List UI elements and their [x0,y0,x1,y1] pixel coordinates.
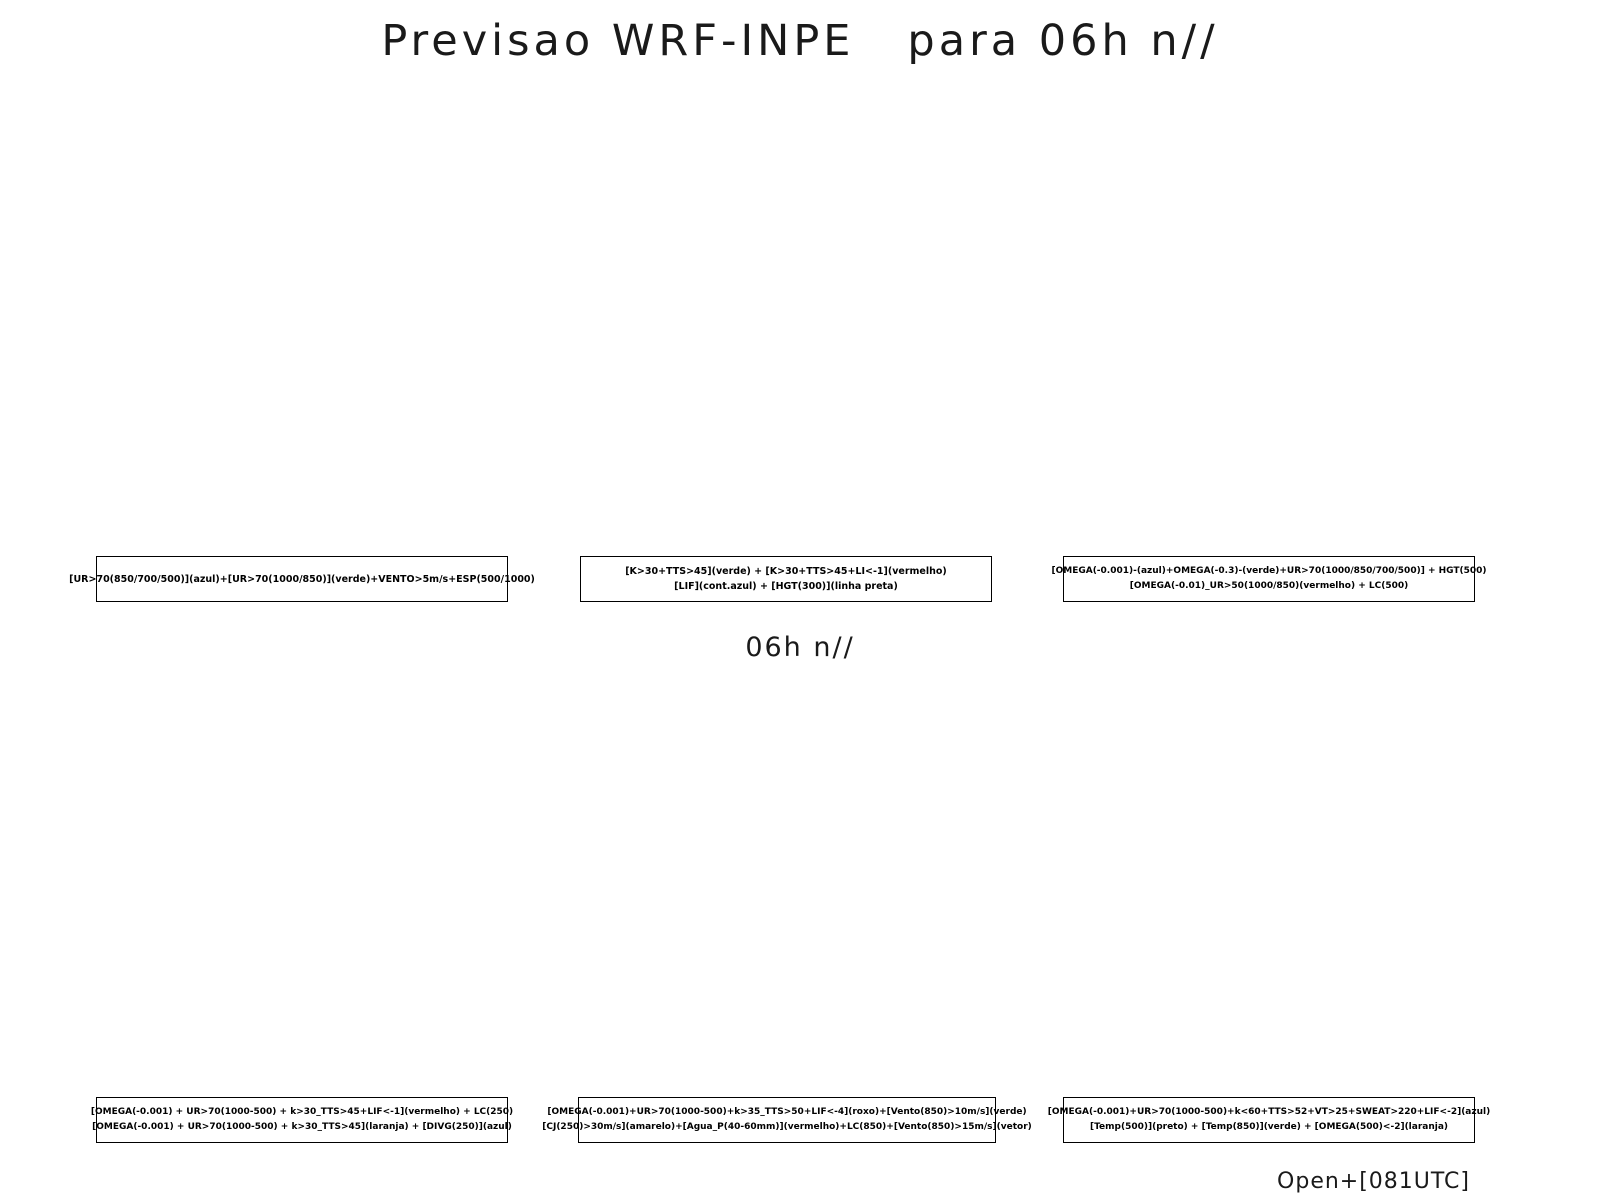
page-title: Previsao WRF-INPE para 06h n// [381,16,1219,66]
legend-line: [UR>70(850/700/500)](azul)+[UR>70(1000/850)](verde)+VENTO>5m/s+ESP(500/1000) [69,573,535,585]
legend-box-instability-indices [580,556,992,602]
legend-line: [OMEGA(-0.001)+UR>70(1000-500)+k<60+TTS>52+VT>25+SWEAT>220+LIF<-2](azul) [1047,1107,1491,1117]
legend-line: [K>30+TTS>45](verde) + [K>30+TTS>45+LI<-1](vermelho) [625,566,947,577]
legend-box-humidity-wind [69,556,535,602]
legend-box-omega-humidity [1051,556,1487,602]
legend-line: [OMEGA(-0.001) + UR>70(1000-500) + k>30_TTS>45+LIF<-1](vermelho) + LC(250) [90,1107,514,1117]
legend-line: [OMEGA(-0.001) + UR>70(1000-500) + k>30_TTS>45](laranja) + [DIVG(250)](azul) [92,1122,512,1132]
legend-box-sweat-temp [1047,1097,1491,1143]
forecast-hour-label: 06h n// [745,632,855,663]
legend-line: [OMEGA(-0.001)-(azul)+OMEGA(-0.3)-(verde)+UR>70(1000/850/700/500)] + HGT(500) [1051,566,1487,576]
legend-box-omega-k-tts-lif [90,1097,514,1143]
open-utc-label: Open+[081UTC] [1277,1169,1470,1194]
legend-line: [Temp(500)](preto) + [Temp(850)](verde) + [OMEGA(500)<-2](laranja) [1089,1122,1449,1132]
legend-line: [LIF](cont.azul) + [HGT(300)](linha preta) [674,581,898,592]
legend-box-severe-convection [542,1097,1032,1143]
legend-line: [OMEGA(-0.001)+UR>70(1000-500)+k>35_TTS>50+LIF<-4](roxo)+[Vento(850)>10m/s](verde) [547,1107,1027,1117]
legend-line: [CJ(250)>30m/s](amarelo)+[Agua_P(40-60mm)](vermelho)+LC(850)+[Vento(850)>15m/s](vetor) [542,1122,1032,1132]
legend-line: [OMEGA(-0.01)_UR>50(1000/850)(vermelho) + LC(500) [1129,581,1409,591]
